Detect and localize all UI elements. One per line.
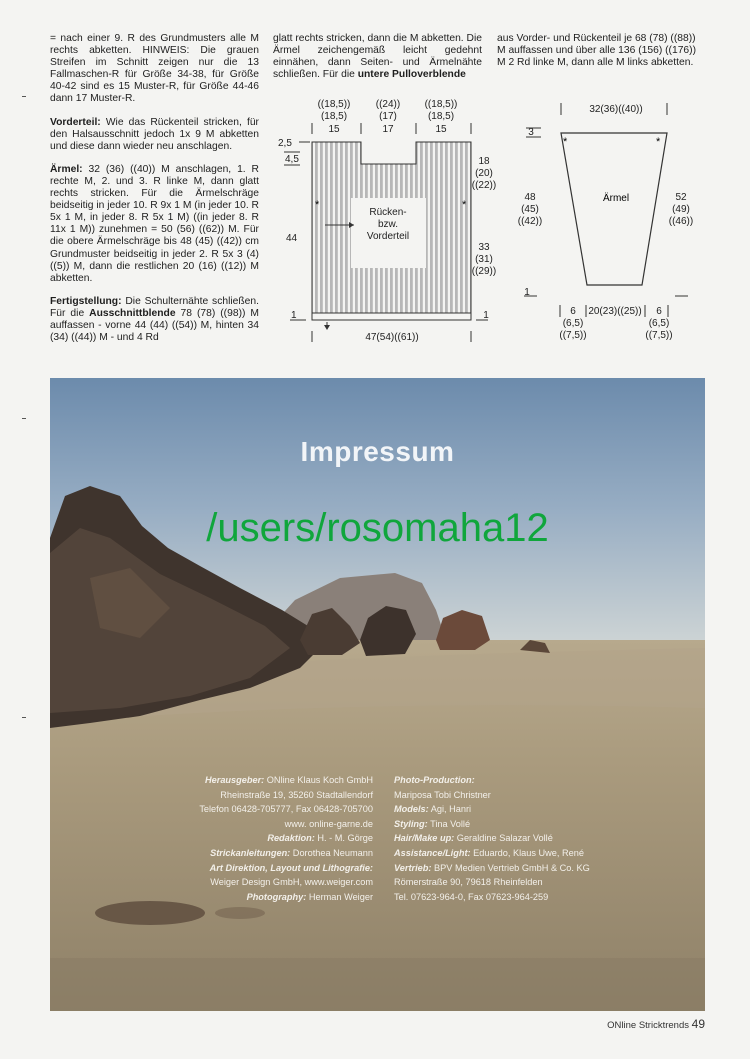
sleeve-star-left: * — [563, 136, 568, 148]
credit-text: Telefon 06428-705777, Fax 06428-705700 — [199, 804, 373, 815]
right-dim-29: ((29)) — [471, 266, 497, 277]
desert-landscape-image — [50, 378, 705, 1011]
credit-row — [199, 890, 373, 905]
impressum-credits-left — [199, 773, 373, 904]
credit-text: BPV Medien Vertrieb GmbH & Co. KG — [431, 862, 590, 873]
sleeve-left-3: 3 — [528, 127, 534, 138]
sleeve-bottom-65a: (6,5) — [562, 318, 584, 329]
heading-aermel: Ärmel: — [50, 163, 83, 175]
credit-row — [199, 831, 373, 846]
top-dim-1a: ((18,5)) — [317, 99, 351, 110]
sleeve-right-49: (49) — [672, 204, 690, 215]
text-column-3 — [497, 33, 702, 80]
credit-row — [199, 875, 373, 890]
credit-label: Hair/Make up: — [394, 833, 455, 844]
credit-row — [199, 788, 373, 803]
impressum-credits-right — [394, 773, 590, 904]
right-dim-22: ((22)) — [471, 180, 497, 191]
top-dim-2c: 17 — [382, 124, 394, 135]
credit-text: Tina Vollé — [427, 818, 471, 829]
sleeve-label: Ärmel — [602, 193, 630, 204]
right-dim-20: (20) — [475, 168, 493, 179]
credit-row — [199, 802, 373, 817]
text-column-2 — [273, 33, 482, 92]
impressum-title: Impressum — [300, 436, 455, 467]
marker-star-right: * — [462, 199, 467, 211]
center-label-2: bzw. — [377, 219, 399, 230]
sleeve-right-52: 52 — [675, 192, 687, 203]
credit-text: Eduardo, Klaus Uwe, René — [470, 847, 584, 858]
credit-row — [394, 817, 590, 832]
marker-star-left: * — [315, 199, 320, 211]
credit-label: Redaktion: — [267, 833, 315, 844]
sleeve-pattern-diagram — [510, 95, 710, 350]
credit-row — [394, 846, 590, 861]
credit-label: Strickanleitungen: — [210, 847, 291, 858]
paragraph-continued: glatt rechts stricken, dann die M abketten. Die Ärmel zeichengemäß leicht gedehnt einnähen, dann Seiten- und Ärmelnähte schließen. Für die untere Pulloverblende — [273, 33, 482, 81]
credit-label: Photography: — [246, 891, 307, 902]
credit-row — [199, 773, 373, 788]
credit-label: Models: — [394, 804, 429, 815]
right-dim-33: 33 — [478, 242, 490, 253]
credit-label: Styling: — [394, 818, 428, 829]
paragraph-aermel: Ärmel: 32 (36) ((40)) M anschlagen, 1. R rechte M, 2. und 3. R linke M, dann glatt rechts stricken. Für die Ärmelschräge beidseitig in jeder 10. R 9x 1 M (in jeder 10. R 5x 1 M, in jeder 8. R 5x 1 M) ((in jeder 8. R 11x 1 M)) zunehmen = 50 (56) ((62)) M. Für die obere Ärmelschräge bis 48 (45) ((42)) cm Grundmuster beidseitig in jeder 2. R 5x 3 (4) ((5)) M, dann die restlichen 20 (16) ((12)) M abketten. — [50, 163, 259, 284]
watermark-text: /users/rosomaha12 — [206, 506, 549, 550]
credit-row — [199, 817, 373, 832]
credit-row — [394, 773, 590, 788]
sleeve-bottom-6a: 6 — [570, 306, 576, 317]
sleeve-right-46: ((46)) — [668, 216, 694, 227]
credit-text: Römerstraße 90, 79618 Rheinfelden — [394, 877, 543, 888]
sleeve-left-45: (45) — [521, 204, 539, 215]
page-number: 49 — [691, 1017, 705, 1031]
paragraph-vorderteil: Vorderteil: Wie das Rückenteil stricken, für den Halsausschnitt jedoch 1x 9 M abketten und diese dann wieder neu anschlagen. — [50, 116, 259, 152]
sleeve-star-right: * — [656, 136, 661, 148]
credit-text: Rheinstraße 19, 35260 Stadtallendorf — [220, 789, 373, 800]
center-label-1: Rücken- — [369, 207, 407, 218]
credit-row — [394, 788, 590, 803]
credit-text: Geraldine Salazar Vollé — [454, 833, 553, 844]
top-dim-2b: (17) — [379, 111, 397, 122]
text-column-1 — [50, 33, 259, 355]
sleeve-top-dim: 32(36)((40)) — [589, 104, 643, 115]
credit-row — [394, 875, 590, 890]
impressum-photo — [50, 378, 705, 1011]
credit-row — [199, 846, 373, 861]
credit-row — [394, 802, 590, 817]
top-dim-2a: ((24)) — [375, 99, 401, 110]
credit-label: Vertrieb: — [394, 862, 432, 873]
credit-text: Mariposa Tobi Christner — [394, 789, 491, 800]
credit-text: H. - M. Görge — [314, 833, 373, 844]
heading-vorderteil: Vorderteil: — [50, 116, 101, 128]
credit-row — [394, 861, 590, 876]
credit-text: Dorothea Neumann — [290, 847, 373, 858]
left-dim-4-5: 4,5 — [285, 154, 299, 165]
sleeve-left-1: 1 — [524, 287, 530, 298]
heading-fertigstellung: Fertigstellung: — [50, 295, 122, 307]
sleeve-bottom-75a: ((7,5)) — [559, 330, 587, 341]
left-dim-1: 1 — [291, 310, 297, 321]
right-dim-31: (31) — [475, 254, 493, 265]
credit-row — [199, 861, 373, 876]
credit-row — [394, 831, 590, 846]
credit-text: www. online-garne.de — [284, 818, 373, 829]
page-footer — [607, 1017, 705, 1031]
credit-label: Art Direktion, Layout und Lithografie: — [209, 862, 373, 873]
top-dim-3a: ((18,5)) — [424, 99, 458, 110]
right-dim-1: 1 — [483, 310, 489, 321]
sleeve-bottom-6b: 6 — [656, 306, 662, 317]
credit-row — [394, 890, 590, 905]
bottom-dim: 47(54)((61)) — [365, 332, 419, 343]
body-pattern-diagram — [270, 90, 500, 355]
top-dim-3b: (18,5) — [427, 111, 455, 122]
credit-text: Tel. 07623-964-0, Fax 07623-964-259 — [394, 891, 549, 902]
left-dim-44: 44 — [286, 233, 298, 244]
credit-label: Photo-Production: — [394, 775, 475, 785]
credit-label: Assistance/Light: — [394, 847, 471, 858]
sleeve-bottom-65b: (6,5) — [648, 318, 670, 329]
top-dim-1c: 15 — [328, 124, 340, 135]
credit-text: Weiger Design GmbH, www.weiger.com — [210, 877, 373, 888]
sleeve-left-42: ((42)) — [517, 216, 543, 227]
credit-label: Herausgeber: — [205, 775, 265, 785]
sleeve-bottom-75b: ((7,5)) — [645, 330, 673, 341]
magazine-name: ONline Stricktrends — [607, 1020, 689, 1031]
credit-text: Herman Weiger — [306, 891, 373, 902]
sleeve-left-48: 48 — [524, 192, 536, 203]
credit-text: Agi, Hanri — [428, 804, 472, 815]
credit-text: ONline Klaus Koch GmbH — [264, 775, 373, 785]
top-dim-3c: 15 — [435, 124, 447, 135]
top-dim-1b: (18,5) — [320, 111, 348, 122]
left-dim-2-5: 2,5 — [278, 138, 292, 149]
paragraph-blende: aus Vorder- und Rückenteil je 68 (78) ((88)) M auffassen und über alle 136 (156) ((176)) M 2 Rd linke M, dann alle M links abketten. — [497, 33, 696, 69]
paragraph-grundmuster: = nach einer 9. R des Grundmusters alle M rechts abketten. HINWEIS: Die grauen Streifen im Schnitt zeigen nur die 13 Fallmaschen-R für Größe 34-38, für Größe 40-42 sind es 15 Muster-R, für Größe 44-46 dann 17 Muster-R. — [50, 33, 259, 105]
sleeve-bottom-mid: 20(23)((25)) — [588, 306, 642, 317]
paragraph-fertigstellung: Fertigstellung: Die Schulternähte schließen. Für die Ausschnittblende 78 (78) ((98)) M auffassen - vorne 44 (44) ((54)) M, hinten 34 (34) ((44)) M - und 4 Rd — [50, 295, 259, 344]
right-dim-18: 18 — [478, 156, 490, 167]
center-label-3: Vorderteil — [366, 231, 410, 242]
